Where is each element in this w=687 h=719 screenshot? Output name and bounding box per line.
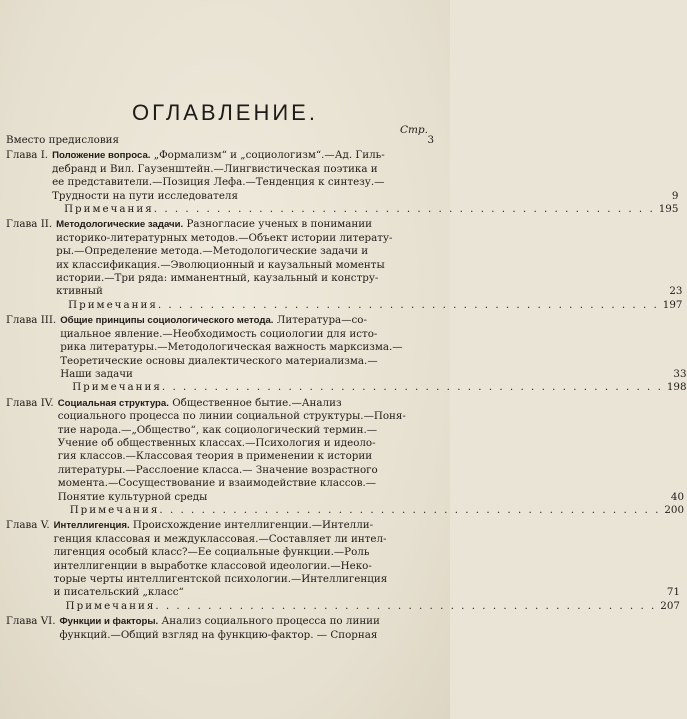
chapter-line-text bbox=[54, 533, 680, 546]
chapter-body bbox=[58, 397, 684, 518]
chapter-list bbox=[6, 149, 687, 642]
chapter-line bbox=[58, 464, 684, 477]
chapter-line-words: тие народа.—„Общество“, как социологический термин.— bbox=[57, 423, 378, 436]
chapter-line-words: момента.—Сосуществование и взаимодействие классов.— bbox=[57, 477, 377, 490]
toc-entry-chapter[interactable] bbox=[6, 314, 687, 394]
chapter-line bbox=[58, 477, 684, 490]
chapter-title: Социальная структура. bbox=[57, 397, 169, 409]
chapter-body bbox=[56, 218, 682, 312]
leader-dots bbox=[155, 600, 656, 613]
chapter-line-words: Теоретические основы диалектического материализма.— bbox=[60, 354, 378, 367]
notes-label: Примечания bbox=[72, 381, 162, 394]
chapter-line bbox=[52, 163, 678, 176]
chapter-line-words: ры.—Определение метода.—Методологические задачи и bbox=[56, 245, 369, 258]
chapter-line-text bbox=[54, 519, 680, 532]
toc-entry-chapter[interactable] bbox=[6, 149, 679, 216]
chapter-page: 9 bbox=[671, 189, 679, 202]
chapter-line-text bbox=[58, 424, 684, 437]
chapter-line-text bbox=[52, 190, 668, 203]
chapter-line-words: рика литературы.—Методологическая важность марксизма.— bbox=[60, 341, 403, 354]
chapter-line-words: Литература—со- bbox=[276, 314, 367, 327]
chapter-line-text bbox=[59, 615, 434, 628]
chapter-line bbox=[58, 410, 684, 423]
chapter-line-words: циальное явление.—Необходимость социологии для исто- bbox=[60, 327, 378, 340]
chapter-label: Глава I. bbox=[6, 149, 49, 162]
chapter-title: Интеллигенция. bbox=[53, 520, 130, 532]
notes-entry[interactable] bbox=[54, 600, 680, 613]
chapter-line bbox=[60, 328, 686, 341]
chapter-line-text bbox=[52, 176, 678, 189]
chapter-page: 23 bbox=[669, 285, 683, 298]
chapter-line-words: дебранд и Вил. Гаузенштейн.—Лингвистическая поэтика и bbox=[52, 162, 378, 175]
chapter-line bbox=[52, 149, 678, 162]
chapter-line-text bbox=[60, 341, 686, 354]
leader-dots bbox=[159, 504, 660, 517]
notes-label: Примечания bbox=[65, 599, 156, 612]
chapter-line-text bbox=[59, 629, 434, 642]
chapter-line bbox=[54, 573, 680, 586]
chapter-line-words: функций.—Общий взгляд на функцию-фактор. — Спорная bbox=[59, 628, 378, 641]
chapter-line-words: Анализ социального процесса по линии bbox=[161, 615, 380, 628]
chapter-line-text bbox=[60, 314, 686, 327]
preface-page: 3 bbox=[427, 134, 434, 146]
chapter-line-text bbox=[58, 450, 684, 463]
chapter-line-text bbox=[52, 163, 678, 176]
chapter-line bbox=[60, 368, 686, 381]
notes-label: Примечания bbox=[69, 503, 160, 516]
chapter-line bbox=[52, 176, 678, 189]
chapter-line-text bbox=[56, 272, 682, 285]
chapter-line-text bbox=[58, 464, 684, 477]
chapter-line bbox=[54, 546, 680, 559]
chapter-line bbox=[60, 341, 686, 354]
chapter-line bbox=[56, 272, 682, 285]
chapter-line-text bbox=[58, 437, 684, 450]
chapter-line-words: ее представители.—Позиция Лефа.—Тенденция к синтезу.— bbox=[52, 176, 385, 189]
toc-entry-chapter[interactable] bbox=[6, 218, 683, 312]
chapter-line-words: литературы.—Расслоение класса.— Значение возрастного bbox=[57, 463, 378, 476]
chapter-line-words: генция классовая и междуклассовая.—Составляет ли интел- bbox=[53, 532, 387, 545]
notes-label: Примечания bbox=[64, 203, 154, 216]
chapter-line-words: Наши задачи bbox=[60, 367, 133, 380]
chapter-line-text bbox=[56, 218, 682, 231]
chapter-body bbox=[54, 519, 680, 613]
chapter-line-words: и писательский „класс“ bbox=[53, 586, 184, 599]
chapter-line bbox=[58, 491, 684, 504]
chapter-line-words: ктивный bbox=[56, 285, 103, 298]
chapter-line-words: социального процесса по линии социальной структуры.—Поня- bbox=[57, 410, 406, 423]
chapter-line-words: торые черты интеллигентской психологии.—Интеллигенция bbox=[53, 573, 388, 585]
notes-entry[interactable] bbox=[56, 299, 682, 312]
notes-page: 207 bbox=[660, 599, 680, 612]
chapter-page: 40 bbox=[670, 490, 685, 503]
chapter-line bbox=[58, 397, 684, 410]
chapter-line-words: Учение об общественных классах.—Психология и идеоло- bbox=[57, 436, 376, 449]
chapter-page: 33 bbox=[673, 367, 687, 380]
chapter-line bbox=[58, 437, 684, 450]
chapter-line-text bbox=[54, 546, 680, 559]
chapter-title: Положение вопроса. bbox=[52, 150, 151, 162]
chapter-line-text bbox=[58, 491, 667, 504]
chapter-line-text bbox=[58, 410, 684, 423]
chapter-line-words: „Формализм“ и „социологизм“.—Ад. Гиль- bbox=[153, 149, 385, 162]
chapter-line bbox=[54, 586, 680, 599]
preface-title: Вместо предисловия bbox=[6, 134, 120, 146]
chapter-line bbox=[56, 218, 682, 231]
leader-dots bbox=[154, 203, 655, 216]
table-of-contents bbox=[6, 134, 687, 642]
chapter-label: Глава VI. bbox=[6, 615, 56, 628]
chapter-line-words: Разногласие ученых в понимании bbox=[186, 218, 372, 231]
leader-dots bbox=[158, 299, 659, 312]
chapter-line bbox=[58, 424, 684, 437]
chapter-line-text bbox=[56, 285, 665, 298]
chapter-line-words: Общественное бытие.—Анализ bbox=[172, 396, 342, 409]
chapter-body bbox=[59, 615, 434, 642]
chapter-line-text bbox=[60, 328, 686, 341]
chapter-line-words: интеллигенции в выработке классовой идеологии.—Неко- bbox=[53, 559, 372, 572]
notes-label: Примечания bbox=[68, 298, 158, 311]
toc-entry-chapter[interactable] bbox=[6, 519, 680, 613]
notes-page: 198 bbox=[666, 381, 687, 394]
chapter-line-text bbox=[56, 259, 682, 272]
chapter-title: Функции и факторы. bbox=[59, 616, 159, 628]
chapter-line-words: Понятие культурной среды bbox=[57, 490, 208, 503]
toc-entry-chapter[interactable] bbox=[6, 396, 685, 518]
leader-dots bbox=[162, 381, 663, 394]
chapter-line bbox=[56, 259, 682, 272]
toc-entry-chapter[interactable] bbox=[6, 615, 434, 642]
page-title: ОГЛАВЛЕНИЕ. bbox=[132, 100, 318, 125]
toc-entry-preface[interactable] bbox=[6, 134, 434, 147]
chapter-line-words: историко-литературных методов.—Объект истории литерату- bbox=[56, 231, 393, 244]
chapter-line-text bbox=[60, 368, 669, 381]
notes-entry[interactable] bbox=[52, 203, 678, 216]
chapter-line bbox=[56, 245, 682, 258]
chapter-label: Глава V. bbox=[6, 519, 50, 532]
chapter-body bbox=[52, 149, 678, 216]
chapter-line bbox=[59, 615, 434, 628]
chapter-line bbox=[60, 355, 686, 368]
chapter-line-words: истории.—Три ряда: имманентный, каузальный и констру- bbox=[56, 272, 379, 285]
chapter-label: Глава II. bbox=[6, 218, 53, 231]
chapter-label: Глава IV. bbox=[6, 396, 54, 409]
chapter-title: Общие принципы социологического метода. bbox=[60, 315, 274, 327]
chapter-line-words: Происхождение интеллигенции.—Интелли- bbox=[132, 519, 374, 532]
chapter-line-text bbox=[58, 397, 684, 410]
notes-entry[interactable] bbox=[60, 381, 686, 394]
chapter-line-text bbox=[58, 477, 684, 490]
chapter-line-text bbox=[54, 560, 680, 573]
notes-page: 197 bbox=[662, 298, 683, 311]
notes-page: 195 bbox=[658, 203, 679, 216]
chapter-line bbox=[59, 629, 434, 642]
chapter-line-text bbox=[56, 245, 682, 258]
chapter-line bbox=[56, 232, 682, 245]
chapter-body bbox=[60, 314, 686, 394]
notes-page: 200 bbox=[664, 503, 685, 516]
chapter-page: 71 bbox=[666, 586, 680, 599]
chapter-line bbox=[58, 450, 684, 463]
chapter-line-text bbox=[60, 355, 686, 368]
notes-entry[interactable] bbox=[58, 504, 684, 517]
chapter-line-text bbox=[54, 573, 680, 586]
chapter-line-words: их классификация.—Эволюционный и каузальный моменты bbox=[56, 258, 385, 271]
chapter-line-text bbox=[52, 149, 678, 162]
chapter-line bbox=[52, 190, 678, 203]
chapter-line-words: гия классов.—Классовая теория в применении к истории bbox=[57, 450, 373, 463]
chapter-label: Глава III. bbox=[6, 314, 57, 327]
chapter-line-words: Трудности на пути исследователя bbox=[52, 189, 238, 202]
chapter-line bbox=[60, 314, 686, 327]
chapter-line bbox=[54, 560, 680, 573]
chapter-line-text bbox=[54, 586, 663, 599]
chapter-line-text bbox=[56, 232, 682, 245]
page-column-label: Стр. bbox=[399, 124, 428, 136]
chapter-line-words: лигенция особый класс?—Ее социальные функции.—Роль bbox=[53, 546, 370, 559]
chapter-line bbox=[56, 285, 682, 298]
chapter-line bbox=[54, 519, 680, 532]
chapter-title: Методологические задачи. bbox=[56, 219, 184, 231]
chapter-line bbox=[54, 533, 680, 546]
